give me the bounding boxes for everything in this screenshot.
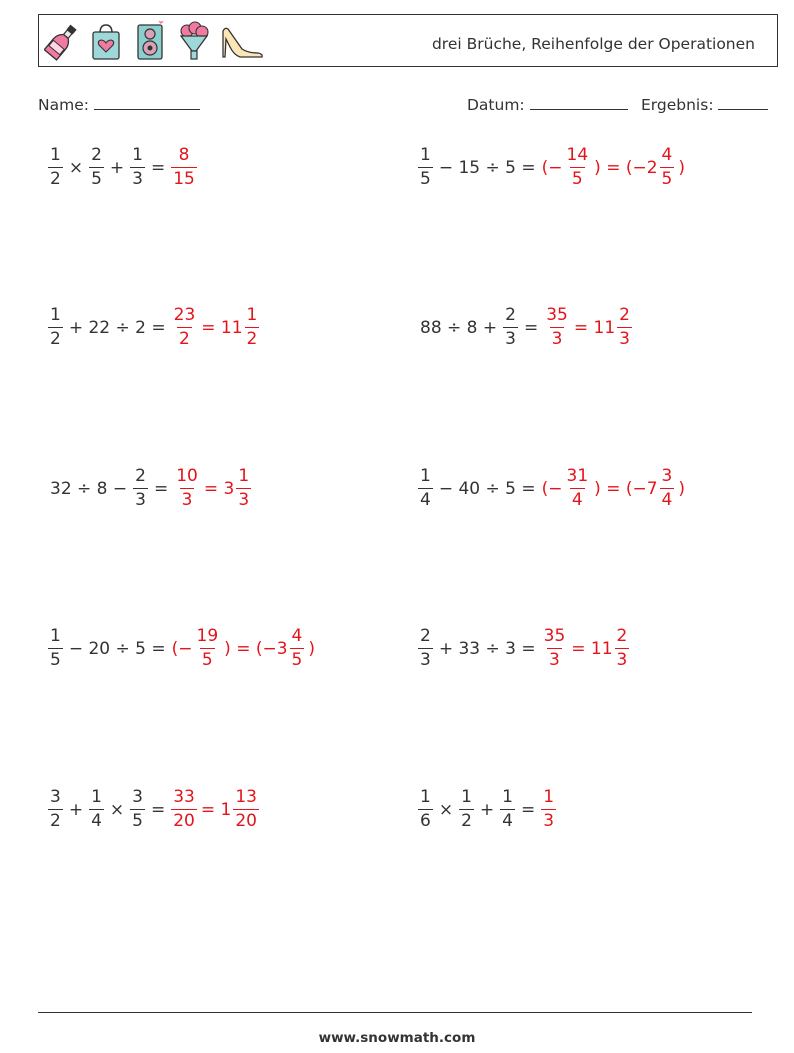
- name-label: Name:: [38, 96, 89, 114]
- numerator: 1: [246, 305, 258, 325]
- answer-text: ): [678, 157, 686, 178]
- denominator: 3: [420, 650, 431, 670]
- operator: 88 ÷ 8 +: [420, 317, 498, 338]
- answer: [539, 789, 558, 830]
- header-icons: [44, 21, 264, 61]
- numerator: 35: [543, 626, 566, 646]
- numerator: 33: [173, 787, 195, 807]
- answer-text: = 11: [571, 638, 613, 659]
- numerator: 1: [91, 787, 102, 807]
- fraction: [48, 789, 63, 830]
- numerator: 1: [543, 787, 555, 807]
- worksheet-header: [38, 14, 778, 67]
- numerator: 2: [91, 145, 102, 165]
- answer-fraction: [172, 307, 198, 348]
- answer-fraction: [660, 147, 675, 188]
- numerator: 1: [420, 787, 431, 807]
- answer-text: ) = (−7: [594, 478, 658, 499]
- denominator: 4: [420, 490, 431, 510]
- numerator: 14: [566, 145, 589, 165]
- answer-fraction: [236, 468, 251, 509]
- speaker-icon: [132, 21, 168, 61]
- answer-fraction: [171, 147, 197, 188]
- numerator: 19: [196, 626, 219, 646]
- answer-fraction: [565, 147, 591, 188]
- operator: − 40 ÷ 5 =: [438, 478, 536, 499]
- operator: ×: [68, 157, 84, 178]
- denominator: 3: [551, 329, 563, 349]
- answer: [540, 147, 685, 188]
- operator: =: [150, 799, 166, 820]
- answer-text: = 3: [203, 478, 235, 499]
- denominator: 5: [420, 169, 431, 189]
- numerator: 31: [566, 466, 589, 486]
- denominator: 20: [173, 811, 195, 831]
- fraction: [89, 147, 104, 188]
- answer-fraction: [541, 789, 556, 830]
- champagne-bottle-icon: [44, 21, 80, 61]
- fraction: [418, 147, 433, 188]
- operator: − 15 ÷ 5 =: [438, 157, 536, 178]
- answer-fraction: [233, 789, 259, 830]
- denominator: 3: [132, 169, 143, 189]
- fraction: [418, 468, 433, 509]
- denominator: 5: [291, 650, 303, 670]
- shopping-bag-heart-icon: [88, 21, 124, 61]
- numerator: 8: [178, 145, 190, 165]
- footer-url: www.snowmath.com: [318, 1030, 476, 1046]
- answer-text: = 11: [573, 317, 616, 338]
- result-label: Ergebnis:: [641, 96, 714, 114]
- denominator: 3: [616, 650, 628, 670]
- denominator: 5: [91, 169, 102, 189]
- answer-text: = 1: [200, 799, 232, 820]
- problem-8: [416, 628, 631, 669]
- numerator: 1: [420, 466, 431, 486]
- denominator: 2: [461, 811, 472, 831]
- numerator: 2: [619, 305, 630, 325]
- numerator: 13: [235, 787, 257, 807]
- denominator: 5: [201, 650, 213, 670]
- numerator: 1: [461, 787, 472, 807]
- numerator: 1: [238, 466, 250, 486]
- denominator: 4: [502, 811, 513, 831]
- denominator: 15: [173, 169, 195, 189]
- problem-3: [46, 307, 261, 348]
- fraction: [130, 789, 145, 830]
- operator: + 33 ÷ 3 =: [438, 638, 536, 659]
- denominator: 2: [50, 169, 61, 189]
- answer-fraction: [660, 468, 675, 509]
- fraction: [133, 468, 148, 509]
- fraction: [503, 307, 518, 348]
- date-label: Datum:: [467, 96, 525, 114]
- denominator: 5: [50, 650, 61, 670]
- answer-text: ) = (−2: [594, 157, 658, 178]
- operator: − 20 ÷ 5 =: [68, 638, 166, 659]
- operator: + 22 ÷ 2 =: [68, 317, 166, 338]
- numerator: 3: [661, 466, 673, 486]
- numerator: 2: [616, 626, 628, 646]
- answer-fraction: [245, 307, 260, 348]
- denominator: 4: [571, 490, 583, 510]
- numerator: 1: [50, 145, 61, 165]
- operator: +: [109, 157, 125, 178]
- problem-4: [416, 307, 634, 348]
- numerator: 1: [132, 145, 143, 165]
- denominator: 2: [246, 329, 258, 349]
- denominator: 5: [571, 169, 583, 189]
- answer: [170, 307, 262, 348]
- worksheet-title: drei Brüche, Reihenfolge der Operationen: [431, 35, 755, 53]
- problem-9: [46, 789, 261, 830]
- denominator: 5: [661, 169, 673, 189]
- numerator: 1: [502, 787, 513, 807]
- fraction: [500, 789, 515, 830]
- denominator: 3: [181, 490, 193, 510]
- numerator: 23: [173, 305, 196, 325]
- operator: ×: [109, 799, 125, 820]
- answer: [172, 468, 253, 509]
- fraction: [418, 628, 433, 669]
- result-field: [641, 95, 768, 114]
- denominator: 2: [50, 811, 61, 831]
- name-blank: [94, 95, 200, 110]
- denominator: 2: [50, 329, 61, 349]
- answer: [540, 468, 685, 509]
- numerator: 3: [132, 787, 143, 807]
- answer-text: (−: [171, 638, 193, 659]
- fraction: [418, 789, 433, 830]
- answer-text: (−: [541, 157, 563, 178]
- problem-2: [416, 147, 685, 188]
- numerator: 1: [420, 145, 431, 165]
- denominator: 20: [235, 811, 257, 831]
- answer-fraction: [544, 307, 570, 348]
- fraction: [48, 147, 63, 188]
- operator: =: [153, 478, 169, 499]
- denominator: 4: [661, 490, 673, 510]
- denominator: 3: [505, 329, 516, 349]
- problem-10: [416, 789, 558, 830]
- operator: =: [150, 157, 166, 178]
- denominator: 3: [619, 329, 630, 349]
- denominator: 6: [420, 811, 431, 831]
- result-blank: [718, 95, 768, 110]
- numerator: 2: [135, 466, 146, 486]
- answer-text: = 11: [201, 317, 243, 338]
- numerator: 2: [505, 305, 516, 325]
- name-field: [38, 95, 200, 114]
- operator: ×: [438, 799, 454, 820]
- denominator: 3: [135, 490, 146, 510]
- fraction: [89, 789, 104, 830]
- answer: [540, 628, 632, 669]
- answer: [170, 628, 315, 669]
- denominator: 4: [91, 811, 102, 831]
- operator: +: [68, 799, 84, 820]
- numerator: 1: [50, 305, 61, 325]
- answer-fraction: [565, 468, 591, 509]
- problem-6: [416, 468, 685, 509]
- denominator: 3: [238, 490, 250, 510]
- denominator: 2: [179, 329, 190, 349]
- fraction: [459, 789, 474, 830]
- problem-5: [46, 468, 253, 509]
- answer-fraction: [617, 307, 632, 348]
- operator: =: [520, 799, 536, 820]
- operator: +: [479, 799, 495, 820]
- operator: 32 ÷ 8 −: [50, 478, 128, 499]
- numerator: 10: [176, 466, 198, 486]
- answer-fraction: [174, 468, 200, 509]
- numerator: 4: [291, 626, 303, 646]
- answer-fraction: [195, 628, 221, 669]
- fraction: [48, 307, 63, 348]
- denominator: 3: [543, 811, 555, 831]
- date-blank: [530, 95, 628, 110]
- answer-text: ): [678, 478, 686, 499]
- denominator: 5: [132, 811, 143, 831]
- problem-7: [46, 628, 315, 669]
- answer-text: ) = (−3: [224, 638, 288, 659]
- numerator: 3: [50, 787, 61, 807]
- answer-fraction: [171, 789, 197, 830]
- answer: [169, 789, 261, 830]
- numerator: 4: [661, 145, 673, 165]
- flower-bouquet-icon: [176, 21, 212, 61]
- answer: [169, 147, 199, 188]
- fraction: [130, 147, 145, 188]
- problem-1: [46, 147, 199, 188]
- answer-fraction: [615, 628, 630, 669]
- high-heel-shoe-icon: [220, 21, 264, 61]
- numerator: 1: [50, 626, 61, 646]
- denominator: 3: [549, 650, 560, 670]
- date-field: [467, 95, 628, 114]
- fraction: [48, 628, 63, 669]
- answer: [542, 307, 634, 348]
- footer-divider: [38, 1012, 752, 1013]
- answer-text: ): [308, 638, 316, 659]
- numerator: 35: [546, 305, 568, 325]
- answer-fraction: [290, 628, 305, 669]
- answer-fraction: [542, 628, 568, 669]
- operator: =: [523, 317, 539, 338]
- answer-text: (−: [541, 478, 563, 499]
- numerator: 2: [420, 626, 431, 646]
